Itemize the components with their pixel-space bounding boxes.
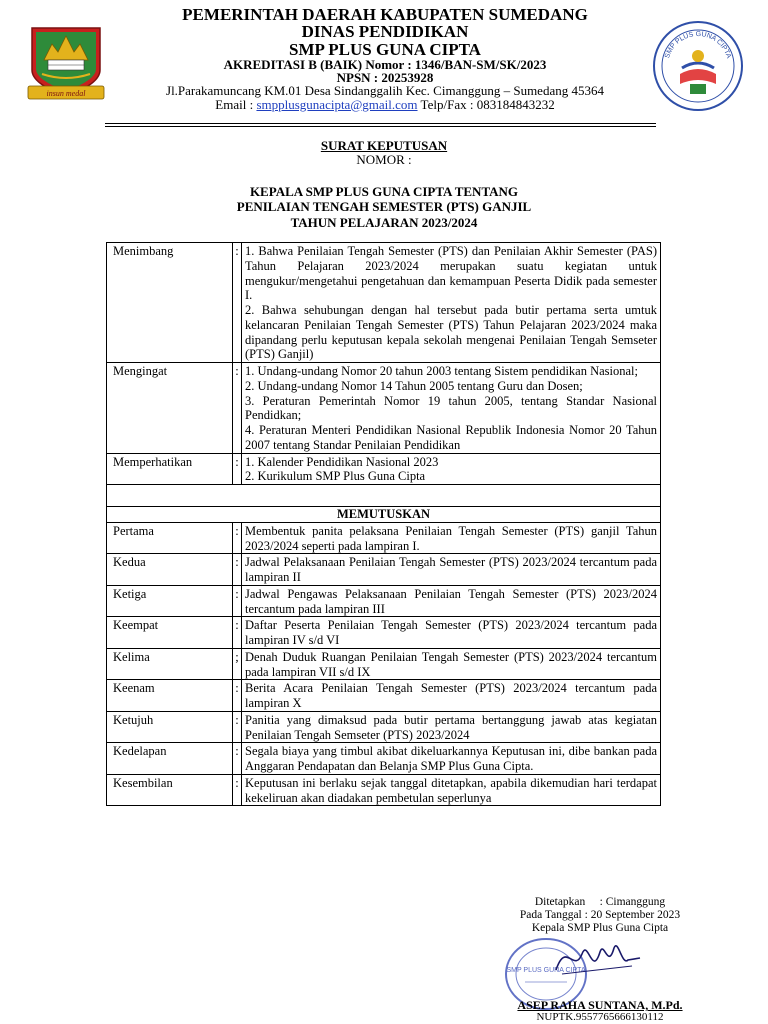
phone-text: Telp/Fax : 083184843232 xyxy=(417,96,555,112)
row-colon: : xyxy=(233,363,242,454)
row-content: Keputusan ini berlaku sejak tanggal ditetapkan, apabila dikemudian hari terdapat kekeliruan akan diadakan pembetulan seperlunya xyxy=(242,774,661,806)
table-row xyxy=(107,585,661,617)
row-colon: : xyxy=(233,585,242,617)
document-title: SURAT KEPUTUSAN xyxy=(320,138,448,153)
content-paragraph: 1. Bahwa Penilaian Tengah Semester (PTS) dan Penilaian Akhir Semester (PAS) Tahun Pelajaran 2023/2024 merupakan suatu kegiatan untuk mengukur/mengetahui pengetahuan dan kemampuan Peserta Didik pada semester I. xyxy=(245,244,657,303)
row-colon: : xyxy=(233,774,242,806)
table-row xyxy=(107,774,661,806)
subject-line-2: PENILAIAN TENGAH SEMESTER (PTS) GANJIL xyxy=(236,199,532,215)
subject-line-3: TAHUN PELAJARAN 2023/2024 xyxy=(290,214,478,230)
table-row xyxy=(107,363,661,454)
table-row xyxy=(107,617,661,649)
table-row xyxy=(107,711,661,743)
signature-position: Kepala SMP Plus Guna Cipta xyxy=(531,921,669,934)
row-label: Keenam xyxy=(107,680,233,712)
row-label: Ketiga xyxy=(107,585,233,617)
spacer-cell xyxy=(107,485,661,507)
content-paragraph: 1. Kalender Pendidikan Nasional 2023 xyxy=(245,454,439,469)
row-colon: ; xyxy=(233,648,242,680)
row-colon: : xyxy=(233,243,242,363)
letterhead-school-name: SMP PLUS GUNA CIPTA xyxy=(289,39,481,59)
row-content: Jadwal Pelaksanaan Penilaian Tengah Semester (PTS) 2023/2024 tercantum pada lampiran II xyxy=(242,554,661,586)
document-number: NOMOR : xyxy=(356,152,412,167)
row-content: Daftar Peserta Penilaian Tengah Semester (PTS) 2023/2024 tercantum pada lampiran IV s/d VI xyxy=(242,617,661,649)
row-content: Jadwal Pengawas Pelaksanaan Penilaian Tengah Semester (PTS) 2023/2024 tercantum pada lampiran III xyxy=(242,585,661,617)
letterhead-accreditation: AKREDITASI B (BAIK) Nomor : 1346/BAN-SM/SK/2023 xyxy=(223,56,547,72)
row-label: Ketujuh xyxy=(107,711,233,743)
row-label: Menimbang xyxy=(107,243,233,363)
row-colon: : xyxy=(233,554,242,586)
letterhead-npsn: NPSN : 20253928 xyxy=(336,70,434,86)
row-colon: : xyxy=(233,453,242,485)
letterhead xyxy=(110,6,660,111)
signatory-name: ASEP RAHA SUNTANA, M.Pd. xyxy=(517,998,683,1012)
row-content xyxy=(242,453,661,485)
table-row-heading xyxy=(107,507,661,523)
handwritten-signature xyxy=(552,930,642,982)
decree-table xyxy=(106,242,661,806)
row-content: Denah Duduk Ruangan Penilaian Tengah Semester (PTS) 2023/2024 tercantum pada lampiran VII s/d IX xyxy=(242,648,661,680)
row-content: Berita Acara Penilaian Tengah Semester (PTS) 2023/2024 tercantum pada lampiran X xyxy=(242,680,661,712)
row-label: Kesembilan xyxy=(107,774,233,806)
content-paragraph: 2. Undang-undang Nomor 14 Tahun 2005 tentang Guru dan Dosen; xyxy=(245,378,583,393)
subject-line-1: KEPALA SMP PLUS GUNA CIPTA TENTANG xyxy=(249,184,519,199)
row-colon: : xyxy=(233,522,242,554)
row-colon: : xyxy=(233,617,242,649)
letterhead-government: PEMERINTAH DAERAH KABUPATEN SUMEDANG xyxy=(182,5,588,24)
row-content xyxy=(242,363,661,454)
row-content: Panitia yang dimaksud pada butir pertama bertanggung jawab atas kegiatan Penilaian Tengah Semseter (PTS) 2023/2024 xyxy=(242,711,661,743)
school-logo xyxy=(650,18,746,114)
content-paragraph: 2. Bahwa sehubungan dengan hal tersebut pada butir pertama serta umtuk kelancaran Penilaian Tengah Semester (PTS) Tahun Pelajaran 2023/2024 maka dipandang perlu keputusan kepala sekolah mengenai Penilaian Tengah Semseter (PTS) Ganjil) xyxy=(245,303,657,362)
row-label: Kedua xyxy=(107,554,233,586)
table-row-spacer xyxy=(107,485,661,507)
letterhead-divider-thin xyxy=(105,126,656,127)
signature-place: Ditetapkan : Cimanggung xyxy=(534,896,666,908)
letterhead-divider xyxy=(105,123,656,124)
row-label: Keempat xyxy=(107,617,233,649)
row-label: Pertama xyxy=(107,522,233,554)
sumedang-regency-logo xyxy=(22,22,110,102)
signatory-id: NUPTK.9557765666130112 xyxy=(536,1011,664,1023)
content-paragraph: 2. Kurikulum SMP Plus Guna Cipta xyxy=(245,469,426,484)
table-row xyxy=(107,648,661,680)
row-content: Membentuk panita pelaksana Penilaian Tengah Semester (PTS) ganjil Tahun 2023/2024 seperti pada lampiran I. xyxy=(242,522,661,554)
row-label: Mengingat xyxy=(107,363,233,454)
email-link[interactable]: smpplusgunacipta@gmail.com xyxy=(256,96,418,112)
content-paragraph: 4. Peraturan Menteri Pendidikan Nasional Republik Indonesia Nomor 20 Tahun 2007 tentang Standar Penilaian Pendidikan xyxy=(245,423,657,452)
table-row xyxy=(107,680,661,712)
table-row xyxy=(107,554,661,586)
letterhead-contact xyxy=(110,98,660,111)
row-label: Kelima xyxy=(107,648,233,680)
letterhead-address: Jl.Parakamuncang KM.01 Desa Sindanggalih Kec. Cimanggung – Sumedang 45364 xyxy=(166,83,604,99)
row-label: Memperhatikan xyxy=(107,453,233,485)
row-content xyxy=(242,243,661,363)
row-colon: : xyxy=(233,743,242,775)
row-colon: : xyxy=(233,711,242,743)
school-logo-text: SMP PLUS GUNA CIPTA xyxy=(664,30,732,60)
table-row xyxy=(107,743,661,775)
row-label: Kedelapan xyxy=(107,743,233,775)
row-content: Segala biaya yang timbul akibat dikeluarkannya Keputusan ini, dibe bankan pada Anggaran Pendapatan dan Belanja SMP Plus Guna Cipta. xyxy=(242,743,661,775)
table-row xyxy=(107,243,661,363)
table-row xyxy=(107,522,661,554)
logo-banner-text: insun medal xyxy=(46,89,86,98)
email-label: Email : xyxy=(215,96,257,112)
table-row xyxy=(107,453,661,485)
content-paragraph: 1. Undang-undang Nomor 20 tahun 2003 tentang Sistem pendidikan Nasional; xyxy=(245,364,638,378)
signature-block xyxy=(495,896,705,935)
decision-heading: MEMUTUSKAN xyxy=(107,507,661,523)
stamp-text: SMP PLUS GUNA CIPTA xyxy=(506,967,586,974)
document-subject xyxy=(0,184,768,230)
content-paragraph: 3. Peraturan Pemerintah Nomor 19 tahun 2005, tentang Standar Nasional Pendidkan; xyxy=(245,393,657,423)
signature-date: Pada Tanggal : 20 September 2023 xyxy=(519,908,681,921)
letterhead-department: DINAS PENDIDIKAN xyxy=(301,22,469,42)
row-colon: : xyxy=(233,680,242,712)
